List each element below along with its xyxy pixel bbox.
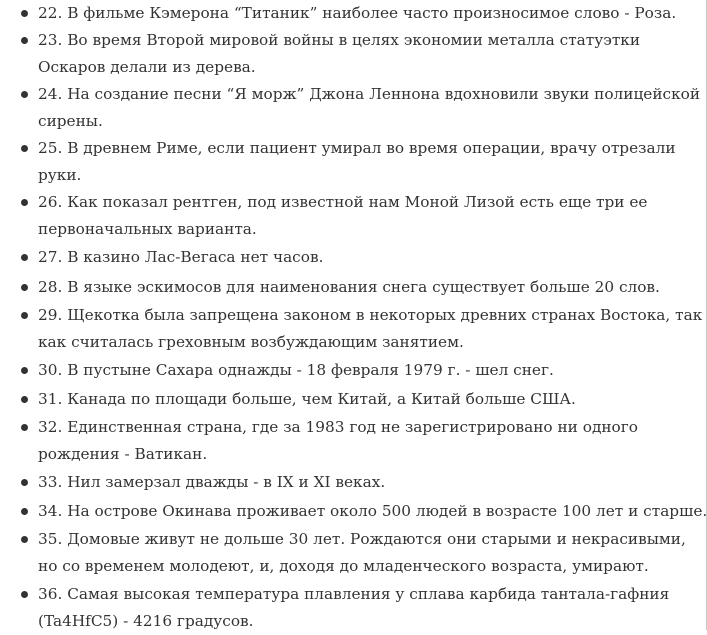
bullet-icon xyxy=(21,367,28,374)
fact-text: 30. В пустыне Сахара однажды - 18 февраля 1979 г. - шел снег. xyxy=(38,361,554,379)
list-item xyxy=(38,414,678,468)
list-item xyxy=(38,189,678,243)
fact-text: 34. На острове Окинава проживает около 500 людей в возрасте 100 лет и старше. xyxy=(38,502,707,520)
fact-text: 32. Единственная страна, где за 1983 год не зарегистрировано ни одного xyxy=(38,418,638,436)
list-item xyxy=(38,302,703,356)
fact-text: сирены. xyxy=(38,112,103,130)
fact-text: 27. В казино Лас-Вегаса нет часов. xyxy=(38,248,324,266)
list-item xyxy=(38,274,678,301)
fact-text: 28. В языке эскимосов для наименования снега существует больше 20 слов. xyxy=(38,278,660,296)
bullet-icon xyxy=(21,396,28,403)
bullet-icon xyxy=(21,10,28,17)
list-item xyxy=(38,27,678,81)
fact-text: 29. Щекотка была запрещена законом в некоторых древних странах Востока, так xyxy=(38,306,703,324)
bullet-icon xyxy=(21,145,28,152)
fact-text: 36. Самая высокая температура плавления у сплава карбида тантала-гафния xyxy=(38,585,670,603)
list-item xyxy=(38,469,678,496)
fact-text: первоначальных варианта. xyxy=(38,220,257,238)
fact-text: Оскаров делали из дерева. xyxy=(38,58,256,76)
list-item xyxy=(38,498,707,525)
list-item xyxy=(38,81,701,135)
fact-text: 25. В древнем Риме, если пациент умирал во время операции, врачу отрезали xyxy=(38,139,676,157)
bullet-icon xyxy=(21,284,28,291)
fact-text: 26. Как показал рентген, под известной нам Моной Лизой есть еще три ее xyxy=(38,193,648,211)
fact-text: как считалась греховным возбуждающим занятием. xyxy=(38,333,464,351)
list-item xyxy=(38,526,686,580)
fact-text: но со временем молодеют, и, доходя до младенческого возраста, умирают. xyxy=(38,557,649,575)
bullet-icon xyxy=(21,254,28,261)
fact-text: 23. Во время Второй мировой войны в целях экономии металла статуэтки xyxy=(38,31,641,49)
fact-text: 31. Канада по площади больше, чем Китай, а Китай больше США. xyxy=(38,390,576,408)
list-item xyxy=(38,581,678,635)
bullet-icon xyxy=(21,424,28,431)
list-item xyxy=(38,0,678,27)
fact-text: руки. xyxy=(38,166,82,184)
bullet-icon xyxy=(21,536,28,543)
bullet-icon xyxy=(21,312,28,319)
bullet-icon xyxy=(21,37,28,44)
list-item xyxy=(38,357,678,384)
fact-text: (Ta4HfC5) - 4216 градусов. xyxy=(38,612,254,630)
bullet-icon xyxy=(21,91,28,98)
bullet-icon xyxy=(21,199,28,206)
list-item xyxy=(38,386,678,413)
list-item xyxy=(38,244,678,271)
fact-text: 33. Нил замерзал дважды - в IX и XI веках. xyxy=(38,473,386,491)
fact-text: 35. Домовые живут не дольше 30 лет. Рождаются они старыми и некрасивыми, xyxy=(38,530,686,548)
fact-text: 24. На создание песни “Я морж” Джона Леннона вдохновили звуки полицейской xyxy=(38,85,701,103)
bullet-icon xyxy=(21,508,28,515)
bullet-icon xyxy=(21,591,28,598)
list-item xyxy=(38,135,678,189)
bullet-icon xyxy=(21,479,28,486)
fact-text: 22. В фильме Кэмерона “Титаник” наиболее часто произносимое слово - Роза. xyxy=(38,4,677,22)
fact-text: рождения - Ватикан. xyxy=(38,445,208,463)
